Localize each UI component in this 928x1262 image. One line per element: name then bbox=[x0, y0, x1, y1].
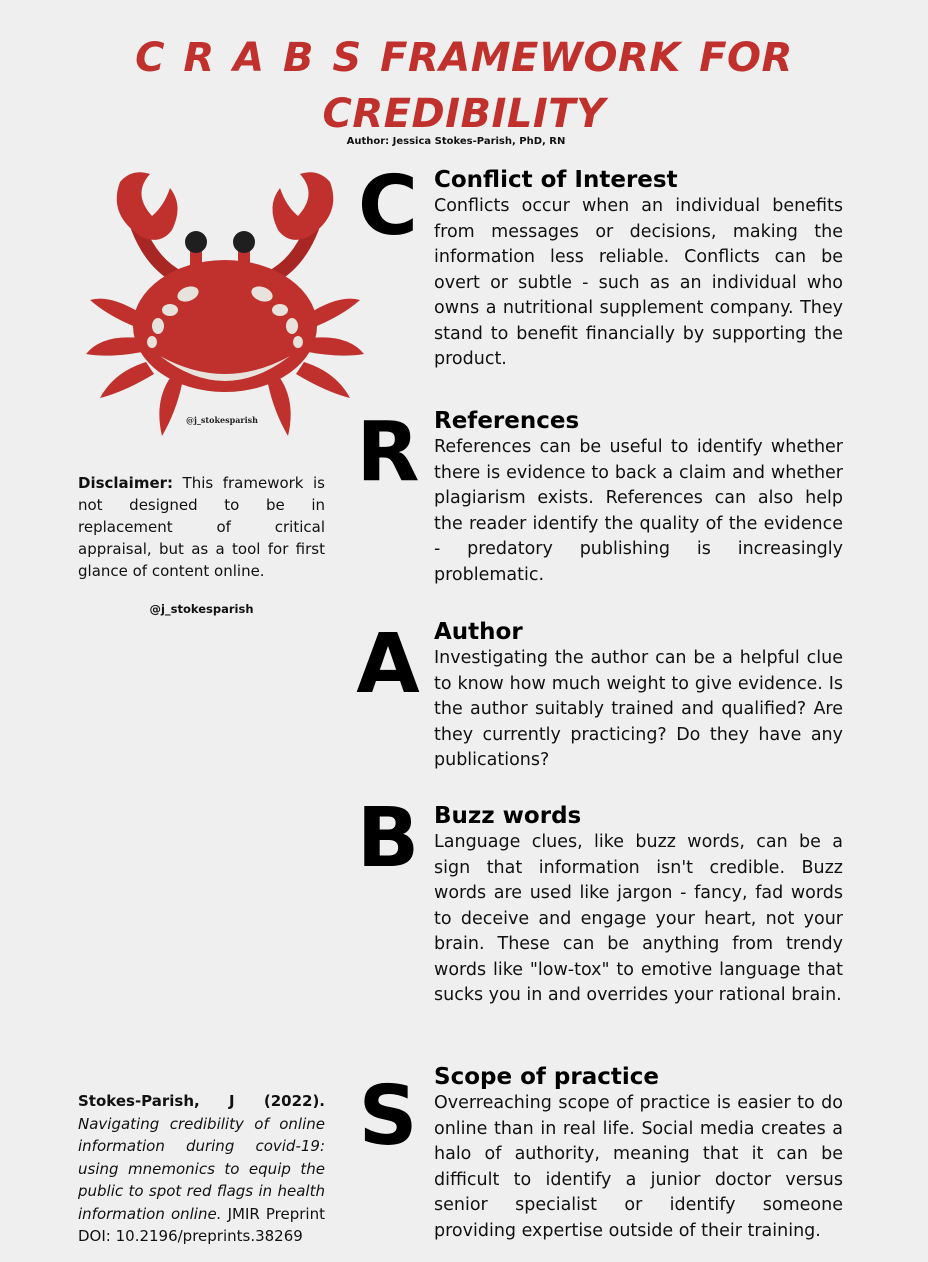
section-conflict-of-interest bbox=[434, 166, 843, 373]
crab-watermark: @j_stokesparish bbox=[186, 415, 258, 425]
letter-b: B bbox=[356, 791, 420, 886]
letter-c: C bbox=[357, 159, 419, 254]
citation-source: JMIR Preprint DOI: 10.2196/preprints.38269 bbox=[78, 1204, 325, 1245]
section-body: References can be useful to identify whether there is evidence to back a claim and whether plagiarism exists. References can also help the reader identify the quality of the evidence - predatory publishing is increasingly problematic. bbox=[434, 437, 843, 585]
social-handle: @j_stokesparish bbox=[149, 602, 254, 616]
page-title bbox=[0, 30, 928, 142]
letter-s: S bbox=[358, 1069, 418, 1164]
section-references bbox=[434, 407, 843, 588]
section-body: Language clues, like buzz words, can be a sign that information isn't credible. Buzz words are used like jargon - fancy, fad words to deceive and engage your heart, not your brain. These can be anything from trendy words like "low-tox" to emotive language that sucks you in and overrides your rational brain. bbox=[434, 832, 843, 1005]
section-scope-of-practice bbox=[434, 1063, 843, 1244]
citation bbox=[78, 1090, 325, 1248]
title-line-1: C R A B S FRAMEWORK FOR bbox=[135, 35, 793, 81]
disclaimer-label: Disclaimer: bbox=[78, 474, 174, 492]
section-heading: Author bbox=[434, 619, 523, 645]
section-body: Investigating the author can be a helpful clue to know how much weight to give evidence. Is the author suitably trained and qualified? Are they currently practicing? Do they have any publications? bbox=[434, 648, 843, 770]
crab-eye-right bbox=[233, 231, 255, 253]
letter-r: R bbox=[356, 405, 420, 500]
citation-title: Navigating credibility of online information during covid-19: using mnemonics to equip the public to spot red flags in health information online. bbox=[78, 1114, 325, 1223]
section-body: Overreaching scope of practice is easier to do online than in real life. Social media creates a halo of authority, meaning that it can be difficult to identify a junior doctor versus senior specialist or identify someone providing expertise outside of their training. bbox=[434, 1093, 843, 1241]
section-buzz-words bbox=[434, 802, 843, 1009]
crab-eye-left bbox=[185, 231, 207, 253]
disclaimer-text: This framework is not designed to be in replacement of critical appraisal, but as a tool for first glance of content online. bbox=[78, 474, 325, 580]
title-line-2: CREDIBILITY bbox=[322, 91, 606, 137]
citation-author: Stokes-Parish, J (2022). bbox=[78, 1092, 325, 1110]
section-heading: References bbox=[434, 408, 580, 434]
letter-a: A bbox=[356, 617, 420, 712]
disclaimer bbox=[78, 472, 325, 582]
crab-illustration bbox=[80, 166, 370, 446]
author-line: Author: Jessica Stokes-Parish, PhD, RN bbox=[346, 136, 566, 147]
section-heading: Scope of practice bbox=[434, 1064, 659, 1090]
section-author bbox=[434, 618, 843, 774]
section-heading: Conflict of Interest bbox=[434, 167, 678, 193]
section-body: Conflicts occur when an individual benefits from messages or decisions, making the information less reliable. Conflicts can be overt or subtle - such as an individual who owns a nutritional supplement company. They stand to benefit financially by supporting the product. bbox=[434, 196, 843, 369]
section-heading: Buzz words bbox=[434, 803, 582, 829]
